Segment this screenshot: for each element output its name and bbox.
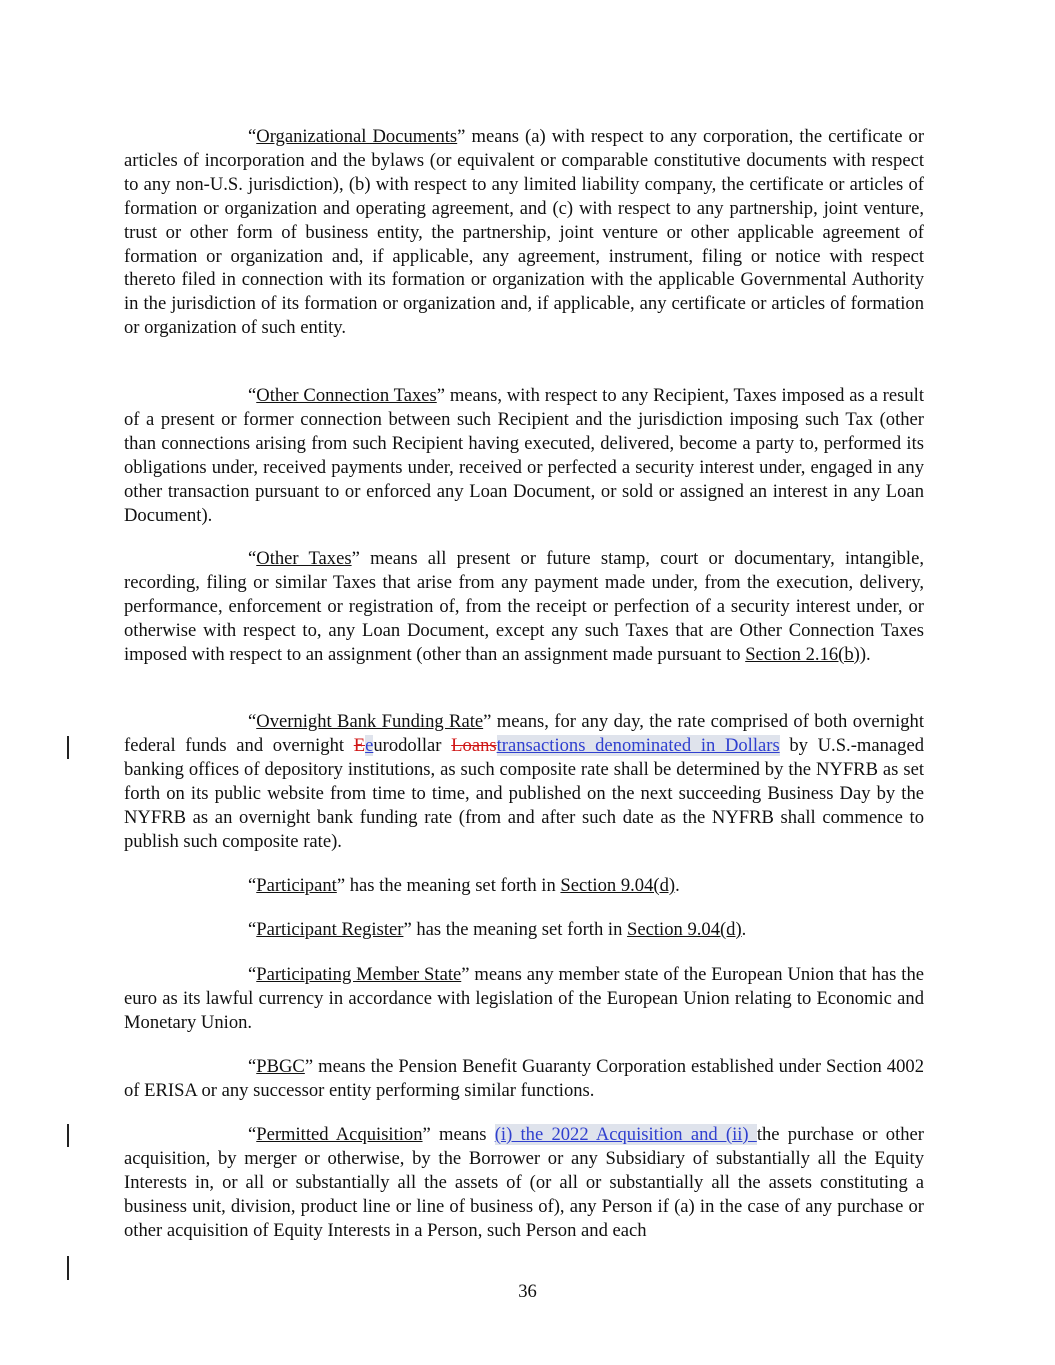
defined-term: Overnight Bank Funding Rate [256,711,484,732]
open-quote: “ [248,126,257,147]
defined-term: Other Connection Taxes [256,385,437,406]
defined-term: Participating Member State [256,964,462,985]
definition-other-connection-taxes [124,384,924,527]
open-quote: “ [248,548,257,569]
definition-organizational-documents [124,125,924,340]
definition-text: by U.S.-managed banking offices of depository institutions, as such composite rate shall be determined by the NYFRB as set forth on its public website from time to time, and published on the next succeeding Business Day by the NYFRB as an overnight bank funding rate (from and after such date as the NYFRB shall commence to publish such composite rate). [124,734,924,852]
definition-text: ” means all present or future stamp, court or documentary, intangible, recording, filing or similar Taxes that arise from any payment made under, from the execution, delivery, performance, enforcement or registration of, from the receipt or perfection of a security interest under, or otherwise with respect to, any Loan Document, except any such Taxes that are Other Connection Taxes imposed with respect to an assignment (other than an assignment made pursuant to [124,548,924,665]
defined-term: PBGC [256,1056,305,1077]
definition-text: ” has the meaning set forth in [403,919,628,940]
change-bar [67,736,69,759]
section-reference: Section 9.04(d) [627,919,742,940]
defined-term: Organizational Documents [256,126,458,147]
definition-text-end: . [675,875,680,896]
open-quote: “ [248,964,257,985]
definition-permitted-acquisition [124,1123,924,1243]
section-reference: Section 9.04(d) [560,875,676,896]
definition-text: ” means (a) with respect to any corporation, the certificate or articles of incorporation and the bylaws (or equivalent or comparable constitutive documents with respect to any non-U.S. jurisdiction), (b) with respect to any limited liability company, the certificate or articles of formation or organization and operating agreement, and (c) with respect to any partnership, joint venture, trust or other form of business entity, the partnership, joint venture or other applicable agreement of formation or organization and, if applicable, any agreement, instrument, filing or notice with respect thereto filed in connection with its formation or organization with the applicable Governmental Authority in the jurisdiction of its formation or organization and, if applicable, any certificate or articles of formation or organization of such entity. [124,126,925,339]
inserted-text: transactions denominated in Dollars [496,734,780,756]
definition-text-end: . [741,919,747,940]
definition-other-taxes [124,547,924,667]
defined-term: Permitted Acquisition [256,1124,423,1145]
open-quote: “ [248,875,257,896]
definition-pbgc [124,1055,924,1103]
definition-text-end: ). [859,643,871,665]
open-quote: “ [248,1124,257,1145]
definition-text: ” means any member state of the European Union that has the euro as its lawful currency in accordance with legislation of the European Union relating to Economic and Monetary Union. [124,964,925,1033]
change-bar [67,1124,69,1147]
defined-term: Other Taxes [256,548,352,569]
definition-participating-member-state [124,963,924,1035]
open-quote: “ [248,711,257,732]
definition-text: ” means the Pension Benefit Guaranty Corporation established under Section 4002 of ERISA or any successor entity performing similar functions. [124,1056,924,1101]
definition-text: the purchase or other acquisition, by merger or otherwise, by the Borrower or any Subsidiary of substantially all the Equity Interests in, or all or substantially all the assets of (or all or substantially all the assets constituting a business unit, division, product line or line of business of), any Person if (a) in the case of any purchase or other acquisition of Equity Interests in a Person, such Person and each [124,1124,924,1241]
inserted-text: e [365,734,374,756]
definition-participant-register [124,918,924,942]
definition-overnight-bank-funding-rate [124,710,924,853]
definition-text: ” means, with respect to any Recipient, Taxes imposed as a result of a present or former connection between such Recipient and the jurisdiction imposing such Tax (other than connections arising from such Recipient having executed, delivered, become a party to, performed its obligations under, received payments under, received or perfected a security interest under, engaged in any other transaction pursuant to or enforced any Loan Document, or sold or assigned an interest in any Loan Document). [124,385,924,526]
section-reference: Section 2.16(b) [745,643,860,665]
defined-term: Participant Register [256,919,404,940]
definition-text: ” means, for any day, the rate comprised of both overnight federal funds and overnight [124,711,924,756]
page-number: 36 [518,1281,537,1302]
change-bar [67,1256,69,1280]
open-quote: “ [248,919,257,940]
definition-participant [124,874,924,898]
defined-term: Participant [256,875,337,896]
open-quote: “ [248,385,257,406]
open-quote: “ [248,1056,257,1077]
definition-text: urodollar [373,734,452,756]
deleted-text: E [353,734,366,756]
definition-text: ” means [422,1124,495,1145]
definition-text: ” has the meaning set forth in [336,875,561,896]
inserted-text: (i) the 2022 Acquisition and (ii) [494,1124,757,1145]
deleted-text: Loans [451,734,497,756]
